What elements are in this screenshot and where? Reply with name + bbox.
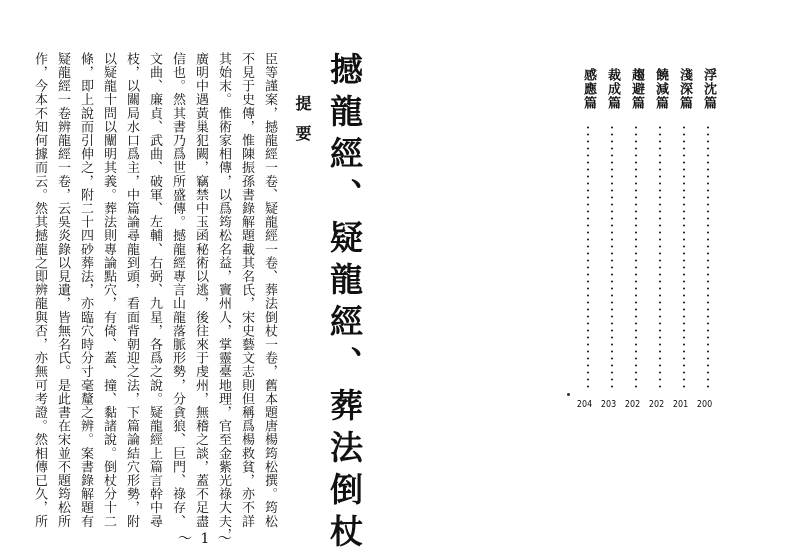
scan-speck <box>567 393 570 396</box>
page-number: ～ 1 ～ <box>178 531 234 547</box>
toc-entry <box>648 68 672 410</box>
toc-entry-name: 趨避篇 <box>629 68 644 110</box>
body-column: 枝，以關局水口爲主，中篇論尋龍到頭，看面背朝迎之法，下篇論結穴形勢，附 <box>124 52 139 528</box>
toc-entry-name: 饒減篇 <box>653 68 668 110</box>
toc-entry-page: 202 <box>648 399 665 410</box>
toc-leader-dots <box>587 124 589 392</box>
toc-entry-name: 裁成篇 <box>605 68 620 110</box>
toc-entry <box>672 68 696 410</box>
toc-entry-page: 202 <box>624 399 641 410</box>
body-column: 疑龍經一卷辨龍經一卷，云吳炎錄以見遺，皆無名氏。是此書在宋並不題筠松所 <box>55 52 70 528</box>
toc-entry-page: 204 <box>576 399 593 410</box>
toc-entry <box>696 68 720 410</box>
document-title: 撼龍經、疑龍經、葬法倒杖 <box>325 52 364 556</box>
toc-entry <box>624 68 648 410</box>
toc-leader-dots <box>659 124 661 392</box>
toc-entry-name: 淺深篇 <box>677 68 692 110</box>
toc-leader-dots <box>683 124 685 392</box>
body-column: 文曲、廉貞、武曲、破軍、左輔、右弼、九星，各爲之說。疑龍經上篇言幹中尋 <box>147 52 162 528</box>
body-column: 臣等謹案，撼龍經一卷、疑龍經一卷、葬法倒杖一卷，舊本題唐楊筠松撰。筠松 <box>262 52 277 528</box>
body-column: 其始末。惟術家相傳，以爲筠松名益，竇州人，掌靈臺地理，官至金紫光祿大夫， <box>216 52 231 542</box>
toc-entry-page: 201 <box>672 399 689 410</box>
toc-leader-dots <box>707 124 709 392</box>
toc-entry-page: 200 <box>696 399 713 410</box>
right-page <box>400 0 793 554</box>
toc-entry <box>576 68 600 410</box>
toc-leader-dots <box>635 124 637 392</box>
toc-entry-name: 感應篇 <box>581 68 596 110</box>
body-column: 不見于史傳，惟陳振孫書錄解題載其名氏，宋史藝文志則但稱爲楊救貧，亦不詳 <box>239 52 254 528</box>
body-column: 條，即上說而引伸之，附二十四砂葬法，亦臨穴時分寸毫釐之辨。案書錄解題有 <box>78 52 93 528</box>
toc-entry-page: 203 <box>600 399 617 410</box>
body-column: 作，今本不知何據而云。然其撼龍之即辨龍與否，亦無可考證。然相傳已久，所 <box>32 52 47 528</box>
toc-entry-name: 浮沈篇 <box>701 68 716 110</box>
body-column: 信也。然其書乃爲世所盛傳。撼龍經專言山龍落脈形勢，分貪狼、巨門、祿存、 <box>170 52 185 528</box>
body-column: 以疑龍十問以闡明其義。葬法則專論點穴，有倚、蓋、撞、黏諸說。倒杖分十二 <box>101 52 116 528</box>
toc-entry <box>600 68 624 410</box>
toc-leader-dots <box>611 124 613 392</box>
body-column: 廣明中遇黃巢犯闕，竊禁中玉函秘術以逃，後往來于虔州，無稽之談，蓋不足盡 <box>193 52 208 528</box>
section-heading: 提要 <box>293 95 312 155</box>
